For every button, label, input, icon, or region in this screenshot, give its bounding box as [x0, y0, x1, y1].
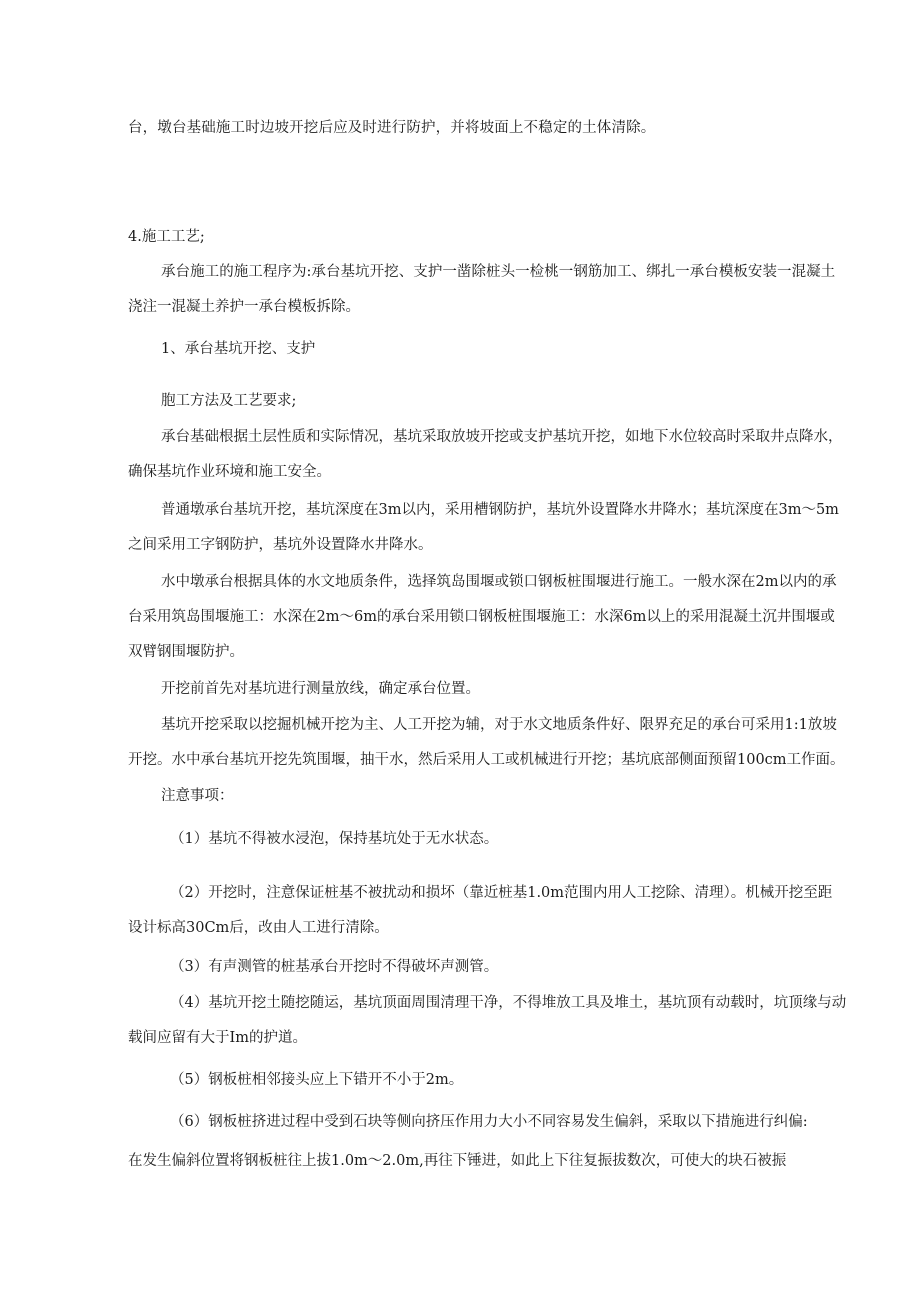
text-line: 在发生偏斜位置将钢板桩往上拔1.0m～2.0m,再往下锤进，如此上下往复振拔数次，可使大的块石被振 [128, 1153, 787, 1169]
text-line: 之间采用工字钢防护，基坑外设置降水井降水。 [128, 537, 433, 553]
text-line: 双臂钢围堰防护。 [128, 644, 244, 660]
list-item: （2）开挖时，注意保证桩基不被扰动和损坏（靠近桩基1.0m范围内用人工挖除、清理）。机械开挖至距 [170, 885, 833, 901]
text-line: 普通墩承台基坑开挖，基坑深度在3m以内，采用槽钢防护，基坑外设置降水井降水；基坑深度在3m～5m [161, 502, 839, 518]
subsection-heading: 1、承台基坑开挖、支护 [161, 341, 316, 357]
text-line: 台，墩台基础施工时边坡开挖后应及时进行防护，并将坡面上不稳定的土体清除。 [128, 120, 656, 136]
text-line: 开挖。水中承台基坑开挖先筑围堰，抽干水，然后采用人工或机械进行开挖；基坑底部侧面预留100cm工作面。 [128, 752, 845, 768]
text-line: 承台基础根据土层性质和实际情况，基坑采取放坡开挖或支护基坑开挖，如地下水位较高时采取井点降水， [161, 429, 843, 445]
text-line: 设计标高30Cm后，改由人工进行清除。 [128, 920, 389, 936]
list-item: （1）基坑不得被水浸泡，保持基坑处于无水状态。 [170, 831, 499, 847]
text-line: 载间应留有大于Im的护道。 [128, 1030, 307, 1046]
text-line: 台采用筑岛围堰施工：水深在2m～6m的承台采用锁口钢板桩围堰施工：水深6m以上的采用混凝土沉井围堰或 [128, 609, 835, 625]
text-line: 胞工方法及工艺要求; [161, 393, 297, 409]
text-line: 注意事项： [161, 788, 234, 804]
text-line: 承台施工的施工程序为:承台基坑开挖、支护一凿除桩头一检桃一钢筋加工、绑扎一承台模板安装一混凝土 [161, 264, 836, 280]
text-line: 水中墩承台根据具体的水文地质条件，选择筑岛围堰或锁口钢板桩围堰进行施工。一般水深在2m以内的承 [161, 574, 837, 590]
section-heading: 4.施工工艺; [128, 229, 205, 245]
list-item: （4）基坑开挖土随挖随运，基坑顶面周围清理干净，不得堆放工具及堆土，基坑顶有动载时，坑顶缘与动 [170, 995, 847, 1011]
text-line: 基坑开挖采取以挖掘机械开挖为主、人工开挖为辅，对于水文地质条件好、限界充足的承台可采用1:1放坡 [161, 717, 837, 733]
list-item: （6）钢板桩挤进过程中受到石块等侧向挤压作用力大小不同容易发生偏斜，采取以下措施进行纠偏: [170, 1114, 808, 1130]
text-line: 开挖前首先对基坑进行测量放线，确定承台位置。 [161, 681, 480, 697]
text-line: 浇注一混凝土养护一承台模板拆除。 [128, 299, 360, 315]
text-line: 确保基坑作业环境和施工安全。 [128, 464, 331, 480]
list-item: （3）有声测管的桩基承台开挖时不得破坏声测管。 [170, 959, 499, 975]
list-item: （5）钢板桩相邻接头应上下错开不小于2m。 [170, 1072, 464, 1088]
